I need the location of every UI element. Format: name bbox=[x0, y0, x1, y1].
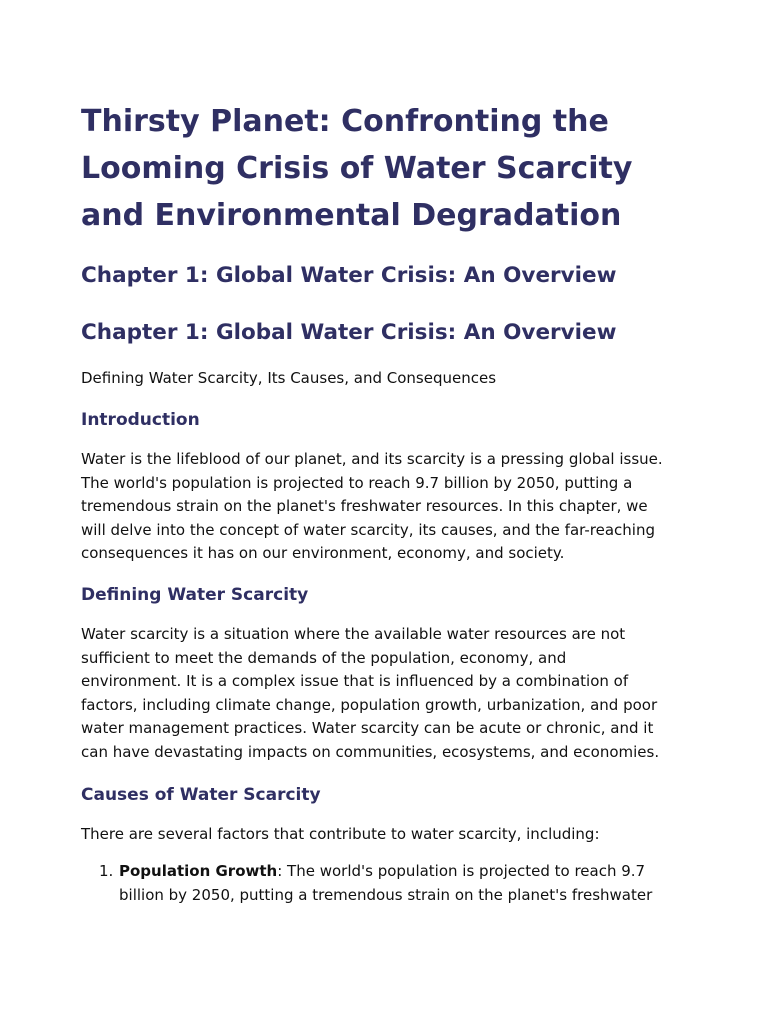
causes-list bbox=[81, 860, 691, 907]
section-heading-defining-water-scarcity: Defining Water Scarcity bbox=[81, 585, 309, 605]
list-item-text: : The world's population is projected to reach 9.7 bbox=[277, 862, 646, 880]
defining-paragraph bbox=[81, 623, 659, 764]
introduction-paragraph bbox=[81, 448, 663, 566]
chapter-subtitle: Defining Water Scarcity, Its Causes, and Consequences bbox=[81, 369, 497, 387]
paragraph-line: Water scarcity is a situation where the available water resources are not bbox=[81, 625, 626, 643]
document-title-line: Thirsty Planet: Confronting the bbox=[81, 104, 609, 139]
list-item bbox=[81, 860, 691, 907]
list-item-term: Population Growth bbox=[119, 862, 278, 880]
paragraph-line: Water is the lifeblood of our planet, and its scarcity is a pressing global issue. bbox=[81, 450, 663, 468]
list-item-line bbox=[119, 860, 691, 884]
paragraph-line: The world's population is projected to reach 9.7 billion by 2050, putting a bbox=[81, 473, 633, 492]
paragraph-line: factors, including climate change, population growth, urbanization, and poor bbox=[81, 695, 658, 714]
paragraph-line: environment. It is a complex issue that is influenced by a combination of bbox=[81, 672, 629, 690]
paragraph-line: tremendous strain on the planet's freshwater resources. In this chapter, we bbox=[81, 497, 648, 515]
list-item-number: 1. bbox=[99, 862, 114, 880]
document-title-line: and Environmental Degradation bbox=[81, 198, 622, 233]
paragraph-line: water management practices. Water scarcity can be acute or chronic, and it bbox=[81, 719, 654, 737]
causes-paragraph bbox=[81, 823, 600, 847]
paragraph-line: will delve into the concept of water scarcity, its causes, and the far-reaching bbox=[81, 520, 655, 539]
chapter-heading-repeat: Chapter 1: Global Water Crisis: An Overview bbox=[81, 320, 617, 345]
document-title bbox=[81, 98, 691, 239]
section-heading-causes: Causes of Water Scarcity bbox=[81, 785, 321, 805]
paragraph-line: There are several factors that contribute to water scarcity, including: bbox=[81, 825, 600, 843]
list-item-line: billion by 2050, putting a tremendous strain on the planet's freshwater bbox=[119, 885, 653, 904]
section-heading-introduction: Introduction bbox=[81, 410, 200, 430]
paragraph-line: sufficient to meet the demands of the population, economy, and bbox=[81, 648, 567, 667]
paragraph-line: consequences it has on our environment, economy, and society. bbox=[81, 544, 565, 562]
document-title-line: Looming Crisis of Water Scarcity bbox=[81, 151, 633, 186]
paragraph-line: can have devastating impacts on communities, ecosystems, and economies. bbox=[81, 742, 660, 761]
chapter-heading: Chapter 1: Global Water Crisis: An Overview bbox=[81, 263, 617, 288]
